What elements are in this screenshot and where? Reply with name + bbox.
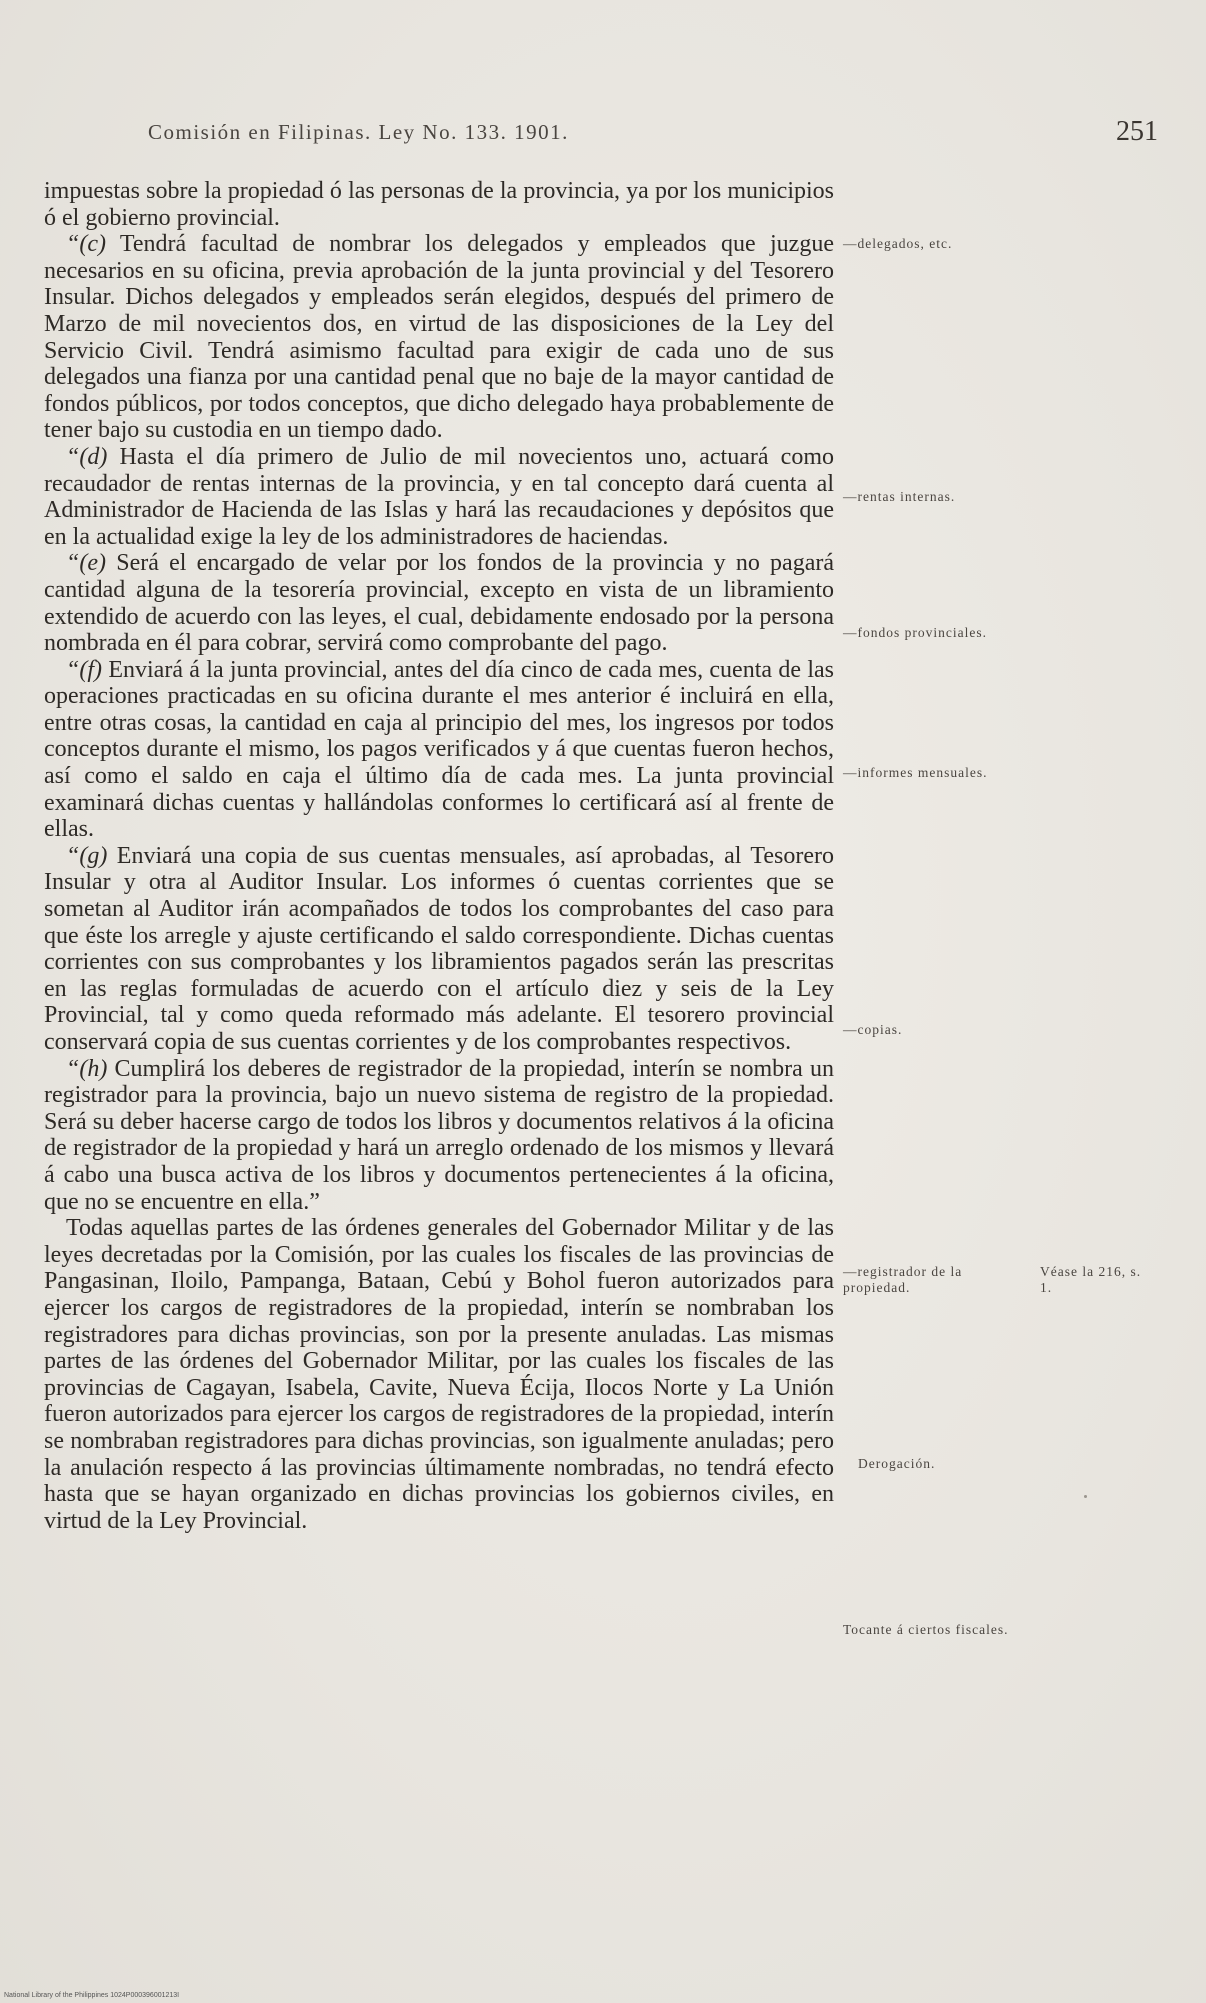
- margin-note-copias: —copias.: [843, 1022, 903, 1037]
- paragraph-text: Será el encargado de velar por los fondos de la provincia y no pagará cantidad alguna de la tesorería provincial, excepto en vista de un libramiento extendido de acuerdo con las leyes, el cual, debidamente endosado por la persona nombrada en él para cobrar, servirá como comprobante del pago.: [44, 550, 835, 657]
- paragraph-label: “(c): [66, 231, 106, 258]
- paragraph: [44, 843, 834, 1056]
- paragraph-text: Cumplirá los deberes de registrador de la propiedad, interín se nombra un registrador para la provincia, bajo un nuevo sistema de registro de la propiedad. Será su deber hacerse cargo de todos los libros y documentos relativos á la oficina de registrador de la propiedad y hará un arreglo ordenado de los mismos y llevará á cabo una busca activa de los libros y documentos pertenecientes á la oficina, que no se encuentre en ella.”: [44, 1055, 835, 1215]
- paragraph-label: “(d): [66, 443, 108, 470]
- body-text: [44, 178, 834, 1534]
- margin-note-rentas: —rentas internas.: [843, 489, 956, 504]
- paragraph: [44, 550, 834, 656]
- running-head: Comisión en Filipinas. Ley No. 133. 1901.: [148, 120, 569, 144]
- margin-reference: Véase la 216, s. 1.: [1040, 1264, 1142, 1295]
- paper-speck: [1084, 1495, 1087, 1498]
- margin-note-derogacion: Derogación.: [858, 1456, 936, 1471]
- margin-note-registrador: —registrador de la propiedad.: [843, 1264, 963, 1295]
- paragraph: [44, 1215, 834, 1534]
- paragraph-text: Hasta el día primero de Julio de mil novecientos uno, actuará como recaudador de rentas internas de la provincia, y en tal concepto dará cuenta al Administrador de Hacienda de las Islas y hará las recaudaciones y depósitos que en la actualidad exige la ley de los administradores de haciendas.: [44, 443, 835, 550]
- paragraph: [44, 444, 834, 550]
- margin-note-fondos: —fondos provinciales.: [843, 625, 987, 640]
- margin-note-informes: —informes mensuales.: [843, 765, 988, 780]
- paragraph-label: “(g): [66, 842, 108, 869]
- paragraph: [44, 178, 834, 231]
- page-header: [148, 116, 1158, 156]
- footer-credit: National Library of the Philippines 1024P000396001213I: [4, 1992, 180, 1999]
- page-number: 251: [1116, 116, 1158, 147]
- margin-note-fiscales: Tocante á ciertos fiscales.: [843, 1622, 1009, 1637]
- paragraph: [44, 1056, 834, 1216]
- paragraph-label: “(f): [66, 656, 102, 683]
- paragraph-label: “(e): [66, 550, 106, 577]
- paragraph-text: Enviará á la junta provincial, antes del día cinco de cada mes, cuenta de las operaciones practicadas en su oficina durante el mes anterior é incluirá en ella, entre otras cosas, la cantidad en caja al principio del mes, los ingresos por todos conceptos durante el mismo, los pagos verificados y á que cuentas fueron hechos, así como el saldo en caja el último día de cada mes. La junta provincial examinará dichas cuentas y hallándolas conformes lo certificará así al frente de ellas.: [44, 656, 835, 843]
- paragraph-text: Todas aquellas partes de las órdenes generales del Gobernador Militar y de las leyes decretadas por la Comisión, por las cuales los fiscales de las provincias de Pangasinan, Iloilo, Pampanga, Bataan, Cebú y Bohol fueron autorizados para ejercer los cargos de registradores de la propiedad, interín se nombraban los registradores para dichas provincias, son por la presente anuladas. Las mismas partes de las órdenes del Gobernador Militar, por las cuales los fiscales de las provincias de Cagayan, Isabela, Cavite, Nueva Écija, Ilocos Norte y La Unión fueron autorizados para ejercer los cargos de registradores de la propiedad, interín se nombraban registradores para dichas provincias, son igualmente anuladas; pero la anulación respecto á las provincias últimamente nombradas, no tendrá efecto hasta que se hayan organizado en dichas provincias los gobiernos civiles, en virtud de la Ley Provincial.: [44, 1215, 834, 1534]
- paragraph: [44, 231, 834, 444]
- margin-note-delegados: —delegados, etc.: [843, 236, 953, 251]
- paragraph: [44, 657, 834, 843]
- paragraph-text: Enviará una copia de sus cuentas mensuales, así aprobadas, al Tesorero Insular y otra al Auditor Insular. Los informes ó cuentas corrientes que se sometan al Auditor irán acompañados de todos los comprobantes del caso para que éste los arregle y ajuste certificando el saldo correspondiente. Dichas cuentas corrientes con sus comprobantes y los libramientos pagados serán las prescritas en las reglas formuladas de acuerdo con el artículo diez y seis de la Ley Provincial, tal y como queda reformado más adelante. El tesorero provincial conservará copia de sus cuentas corrientes y de los comprobantes respectivos.: [44, 842, 835, 1055]
- paragraph-text: Tendrá facultad de nombrar los delegados y empleados que juzgue necesarios en su oficina, previa aprobación de la junta provincial y del Tesorero Insular. Dichos delegados y empleados serán elegidos, después del primero de Marzo de mil novecientos dos, en virtud de las disposiciones de la Ley del Servicio Civil. Tendrá asimismo facultad para exigir de cada uno de sus delegados una fianza por una cantidad penal que no baje de la mayor cantidad de fondos públicos, por todos conceptos, que dicho delegado haya probablemente de tener bajo su custodia en un tiempo dado.: [44, 231, 834, 444]
- paragraph-label: “(h): [66, 1055, 108, 1082]
- paragraph-text: impuestas sobre la propiedad ó las personas de la provincia, ya por los municipios ó el gobierno provincial.: [44, 178, 834, 231]
